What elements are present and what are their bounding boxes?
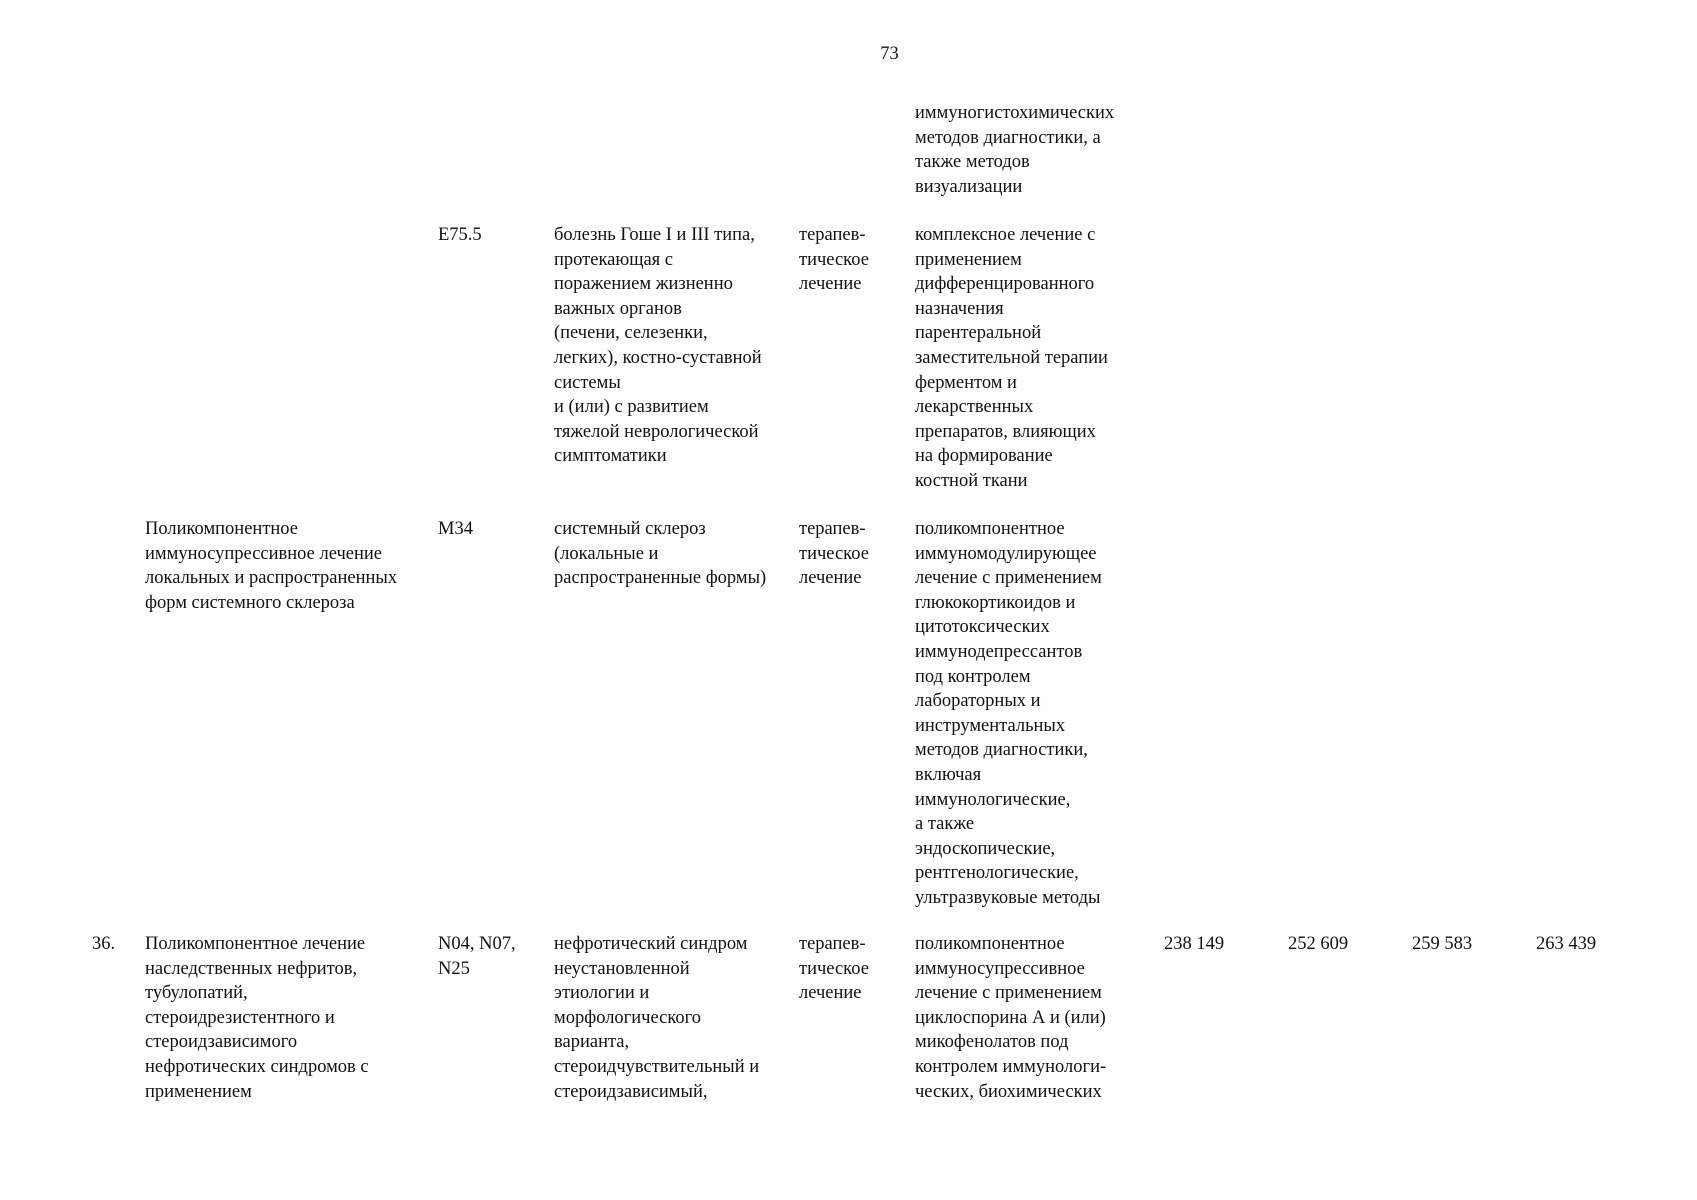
price-cell: 252 609 [1288, 934, 1349, 954]
patient-model-cell: системный склероз (локальные и распространенные формы) [554, 519, 767, 589]
treatment-method-cell: поликомпонентное иммуносупрессивное лечение с применением циклоспорина А и (или) микофенолатов под контролем иммунологи- ческих, биохимических [915, 934, 1107, 1102]
care-profile-name-cell: Поликомпонентное иммуносупрессивное лечение локальных и распространенных форм системного склероза [145, 519, 398, 613]
treatment-type-cell: терапев- тическое лечение [799, 519, 869, 589]
price-cell: 259 583 [1412, 934, 1473, 954]
page-number: 73 [880, 44, 899, 64]
icd-code-cell: N04, N07, N25 [438, 934, 516, 979]
patient-model-cell: болезнь Гоше I и III типа, протекающая с поражением жизненно важных органов (печени, селезенки, легких), костно-суставной системы и (или) с развитием тяжелой неврологической симптоматики [554, 225, 762, 467]
care-profile-name-cell: Поликомпонентное лечение наследственных нефритов, тубулопатий, стероидрезистентного и стероидзависимого нефротических синдромов с применением [145, 934, 369, 1102]
icd-code-cell: E75.5 [438, 225, 482, 245]
treatment-method-cell: комплексное лечение с применением дифференцированного назначения парентеральной заместительной терапии ферментом и лекарственных препаратов, влияющих на формирование костной ткани [915, 225, 1108, 491]
price-cell: 263 439 [1536, 934, 1597, 954]
treatment-method-cell: поликомпонентное иммуномодулирующее лечение с применением глюкокортикоидов и цитотоксических иммунодепрессантов под контролем лабораторных и инструментальных методов диагностики, включая иммунологические, а также эндоскопические, рентгенологические, ультразвуковые методы [915, 519, 1102, 908]
treatment-type-cell: терапев- тическое лечение [799, 225, 869, 295]
row-number-cell: 36. [92, 934, 116, 954]
price-cell: 238 149 [1164, 934, 1225, 954]
treatment-method-cell: иммуногистохимических методов диагностики, а также методов визуализации [915, 103, 1115, 197]
icd-code-cell: M34 [438, 519, 473, 539]
patient-model-cell: нефротический синдром неустановленной этиологии и морфологического варианта, стероидчувствительный и стероидзависимый, [554, 934, 760, 1102]
treatment-type-cell: терапев- тическое лечение [799, 934, 869, 1004]
